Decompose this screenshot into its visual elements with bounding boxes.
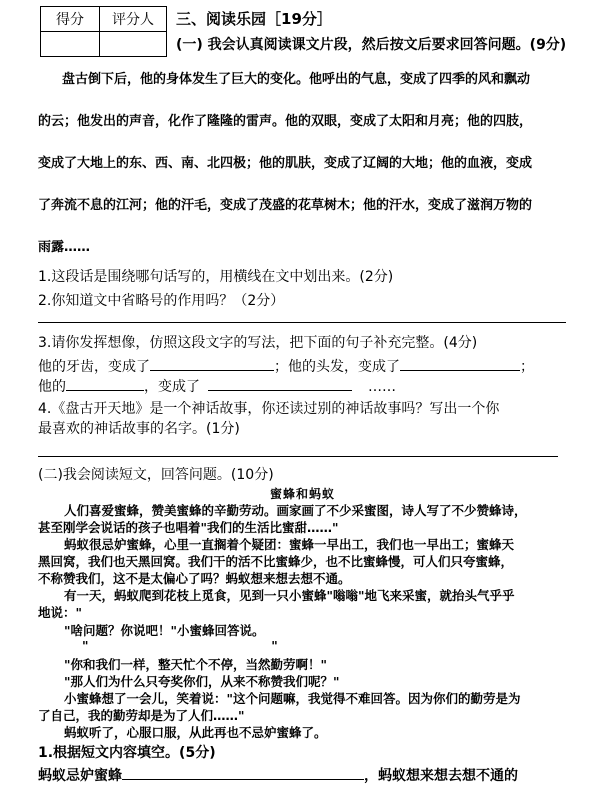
q3-text-c: ； [520,359,534,375]
q3-ellipsis: …… [368,379,396,395]
grader-cell[interactable] [100,32,167,57]
section-title: 三、阅读乐园［19分］ [176,10,332,28]
story-line-5: 不称赞我们，这不是太偏心了吗？蚂蚁想来想去想不通。 [38,571,351,586]
question-3: 3.请你发挥想像，仿照这段文字的写法，把下面的句子补充完整。(4分) [38,335,478,351]
story-line-11: "那人们为什么只夸奖你们，从来不称赞我们呢？" [64,674,340,689]
score-header: 得分 [41,7,100,32]
part2-question-1: 1.根据短文内容填空。(5分) [38,745,216,761]
fill-text-a: 蚂蚁忌妒蜜蜂 [38,768,122,784]
story-line-13: 了自己，我的勤劳却是为了人们……" [38,708,245,723]
question-3-line-1 [38,356,534,376]
part1-instruction: (一) 我会认真阅读课文片段，然后按文后要求回答问题。(9分) [176,37,567,53]
fill-text-b: ，蚂蚁想来想去想不通的 [364,768,518,784]
part2-instruction: (二)我会阅读短文，回答问题。(10分) [38,467,274,483]
question-2: 2.你知道文中省略号的作用吗？（2分） [38,293,285,309]
q3-blank-4[interactable] [208,377,352,391]
story-title: 蜜蜂和蚂蚁 [270,487,336,501]
fill-blank-1[interactable] [122,766,364,780]
q3-blank-1[interactable] [150,357,274,371]
story-blank-2[interactable]: " " [82,638,278,653]
score-table [40,6,167,57]
question-4-line-1: 4.《盘古开天地》是一个神话故事，你还读过别的神话故事吗？写出一个你 [38,401,500,417]
story-line-3: 蚂蚁很忌妒蜜蜂，心里一直搁着个疑团：蜜蜂一早出工，我们也一早出工；蜜蜂天 [64,537,515,552]
story-line-6: 有一天，蚂蚁爬到花枝上觅食，见到一只小蜜蜂"嗡嗡"地飞来采蜜，就抬头气乎乎 [64,588,515,603]
passage-line-2: 的云；他发出的声音，化作了隆隆的雷声。他的双眼，变成了太阳和月亮；他的四肢， [38,114,533,129]
answer-line-q2[interactable] [38,322,566,323]
q3-text-a: 他的牙齿，变成了 [38,359,150,375]
story-line-1: 人们喜爱蜜蜂，赞美蜜蜂的辛勤劳动。画家画了不少采蜜图，诗人写了不少赞蜂诗， [64,503,527,518]
story-line-12: 小蜜蜂想了一会儿，笑着说："这个问题嘛，我觉得不难回答。因为你们的勤劳是为 [64,691,521,706]
story-line-14: 蚂蚁听了，心服口服，从此再也不忌妒蜜蜂了。 [64,725,327,740]
q3-text-b: ；他的头发，变成了 [274,359,400,375]
story-line-7 [38,603,272,621]
passage-line-4: 了奔流不息的江河；他的汗毛，变成了茂盛的花草树木；他的汗水，变成了滋润万物的 [38,198,533,213]
question-3-line-2 [38,376,396,396]
story-line-2: 甚至刚学会说话的孩子也唱着"我们的生活比蜜甜……" [38,520,339,535]
question-4-line-2: 最喜欢的神话故事的名字。(1分) [38,421,240,437]
story-line-7-text: 地说：" [38,605,83,620]
story-line-4: 黑回窝，我们也天黑回窝。我们干的活不比蜜蜂少，也不比蜜蜂慢，可人们只夸蜜蜂， [38,554,514,569]
q3-blank-2[interactable] [400,357,520,371]
story-line-8: "啥问题？你说吧！"小蜜蜂回答说。 [64,623,265,638]
q3-text-e: ，变成了 [144,379,200,395]
answer-line-q4[interactable] [38,456,558,457]
passage-line-3: 变成了大地上的东、西、南、北四极；他的肌肤，变成了辽阔的大地；他的血液，变成 [38,156,533,171]
q3-text-d: 他的 [38,379,66,395]
passage-line-1: 盘古倒下后，他的身体发生了巨大的变化。他呼出的气息，变成了四季的风和飘动 [62,72,531,87]
grader-header: 评分人 [100,7,167,32]
story-line-10: "你和我们一样，整天忙个不停，当然勤劳啊！" [64,657,328,672]
q3-blank-3[interactable] [66,377,144,391]
passage-line-5: 雨露…… [38,240,91,255]
question-1: 1.这段话是围绕哪句话写的，用横线在文中划出来。(2分) [38,269,394,285]
part2-question-1-fill [38,765,518,785]
score-cell[interactable] [41,32,100,57]
